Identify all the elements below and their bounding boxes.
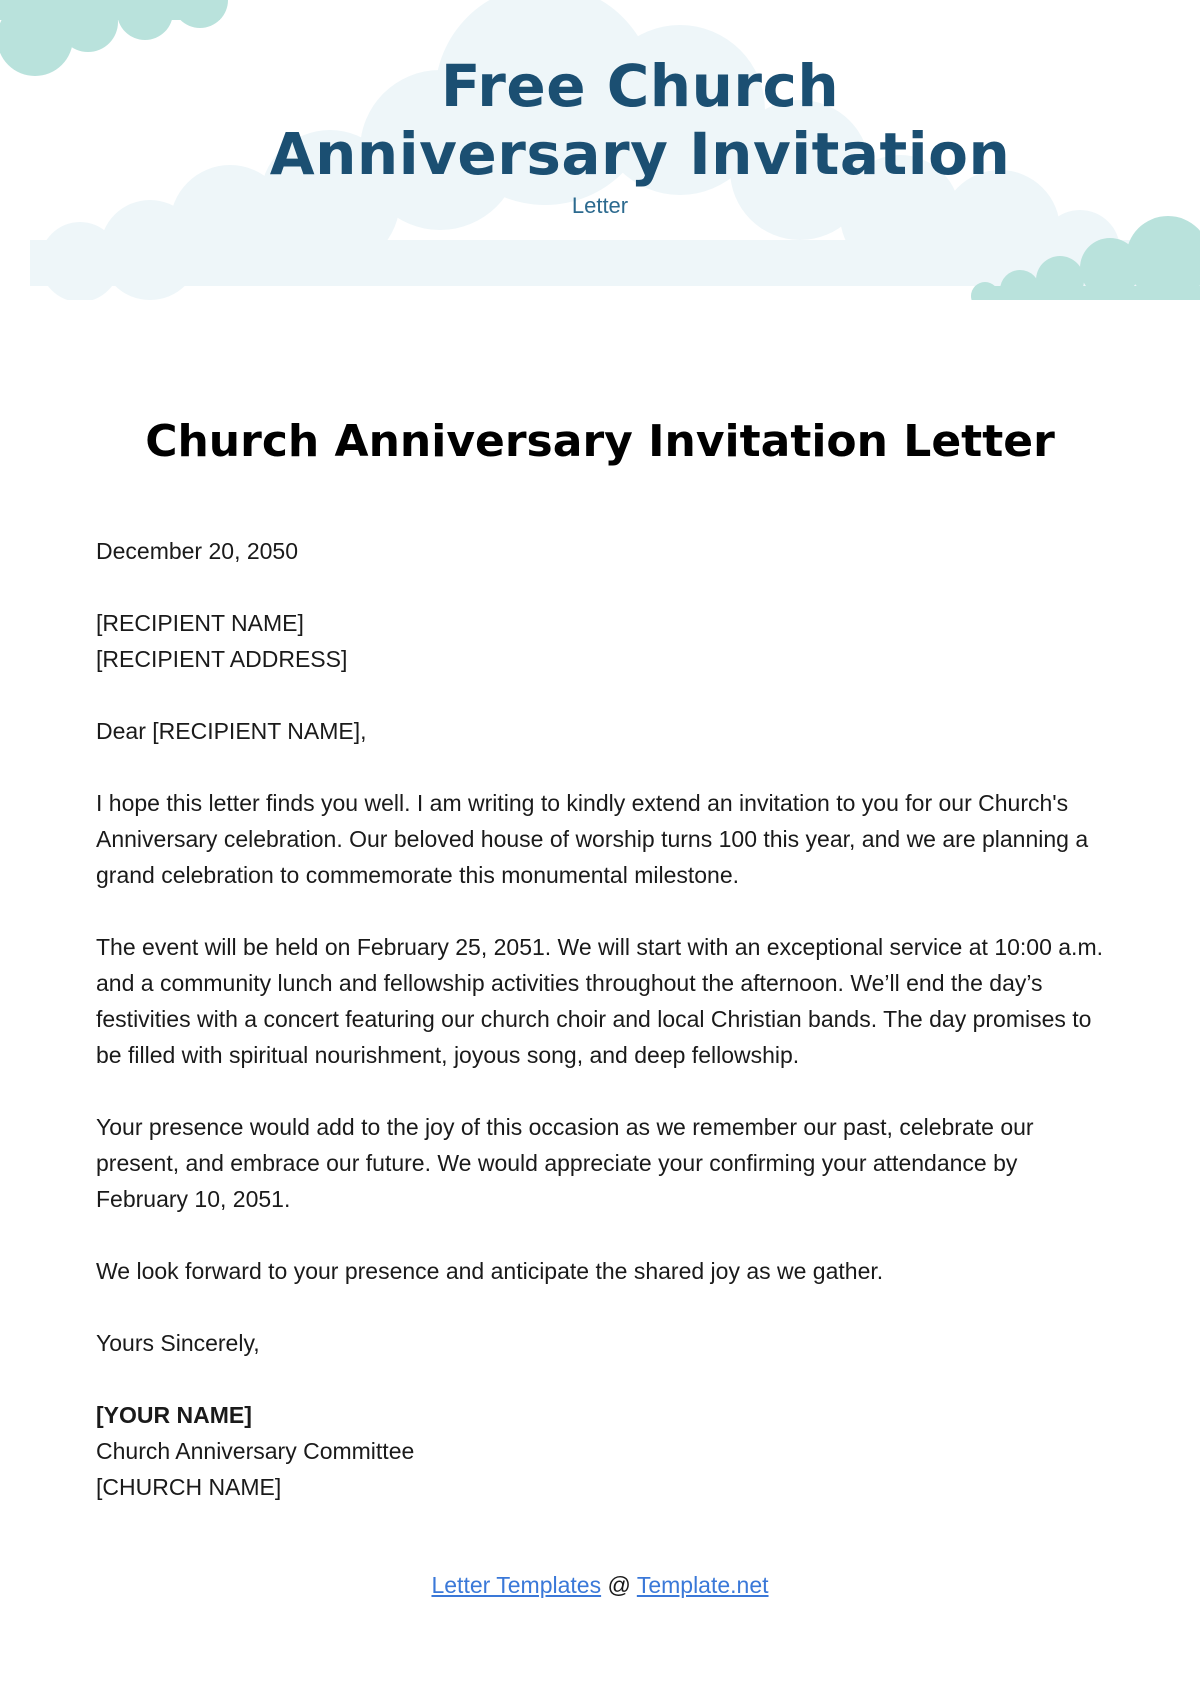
header-banner bbox=[0, 0, 1200, 300]
salutation: Dear [RECIPIENT NAME], bbox=[96, 718, 367, 744]
signature-church: [CHURCH NAME] bbox=[96, 1474, 282, 1500]
recipient-name: [RECIPIENT NAME] bbox=[96, 610, 304, 636]
letter-date: December 20, 2050 bbox=[96, 538, 299, 564]
letter-body bbox=[96, 533, 1106, 1505]
paragraph-closing-remark: We look forward to your presence and anticipate the shared joy as we gather. bbox=[96, 1258, 884, 1284]
paragraph-rsvp: Your presence would add to the joy of this occasion as we remember our past, celebrate our present, and embrace our future. We would appreciate your confirming your attendance by February 10, 2051. bbox=[96, 1114, 1034, 1212]
recipient-address: [RECIPIENT ADDRESS] bbox=[96, 646, 348, 672]
teal-cloud-top-left bbox=[0, 0, 228, 76]
footer-separator: @ bbox=[607, 1572, 631, 1598]
signature-organization: Church Anniversary Committee bbox=[96, 1438, 415, 1464]
letter-templates-link[interactable]: Letter Templates bbox=[431, 1572, 602, 1598]
header-title: Free Church Anniversary Invitation bbox=[269, 52, 1011, 188]
header-subtitle: Letter bbox=[571, 193, 629, 218]
closing: Yours Sincerely, bbox=[96, 1330, 260, 1356]
paragraph-event-details: The event will be held on February 25, 2051. We will start with an exceptional service at 10:00 a.m. and a community lunch and fellowship activities throughout the afternoon. We’ll end the day’s festivities with a concert featuring our church choir and local Christian bands. The day promises to be filled with spiritual nourishment, joyous song, and deep fellowship. bbox=[96, 934, 1103, 1068]
footer bbox=[200, 1572, 1000, 1599]
template-net-link[interactable]: Template.net bbox=[636, 1572, 769, 1598]
document-title: Church Anniversary Invitation Letter bbox=[145, 416, 1055, 467]
signature-name: [YOUR NAME] bbox=[96, 1402, 252, 1428]
paragraph-invitation: I hope this letter finds you well. I am writing to kindly extend an invitation to you for our Church's Anniversary celebration. Our beloved house of worship turns 100 this year, and we are planning a grand celebration to commemorate this monumental milestone. bbox=[96, 790, 1089, 888]
